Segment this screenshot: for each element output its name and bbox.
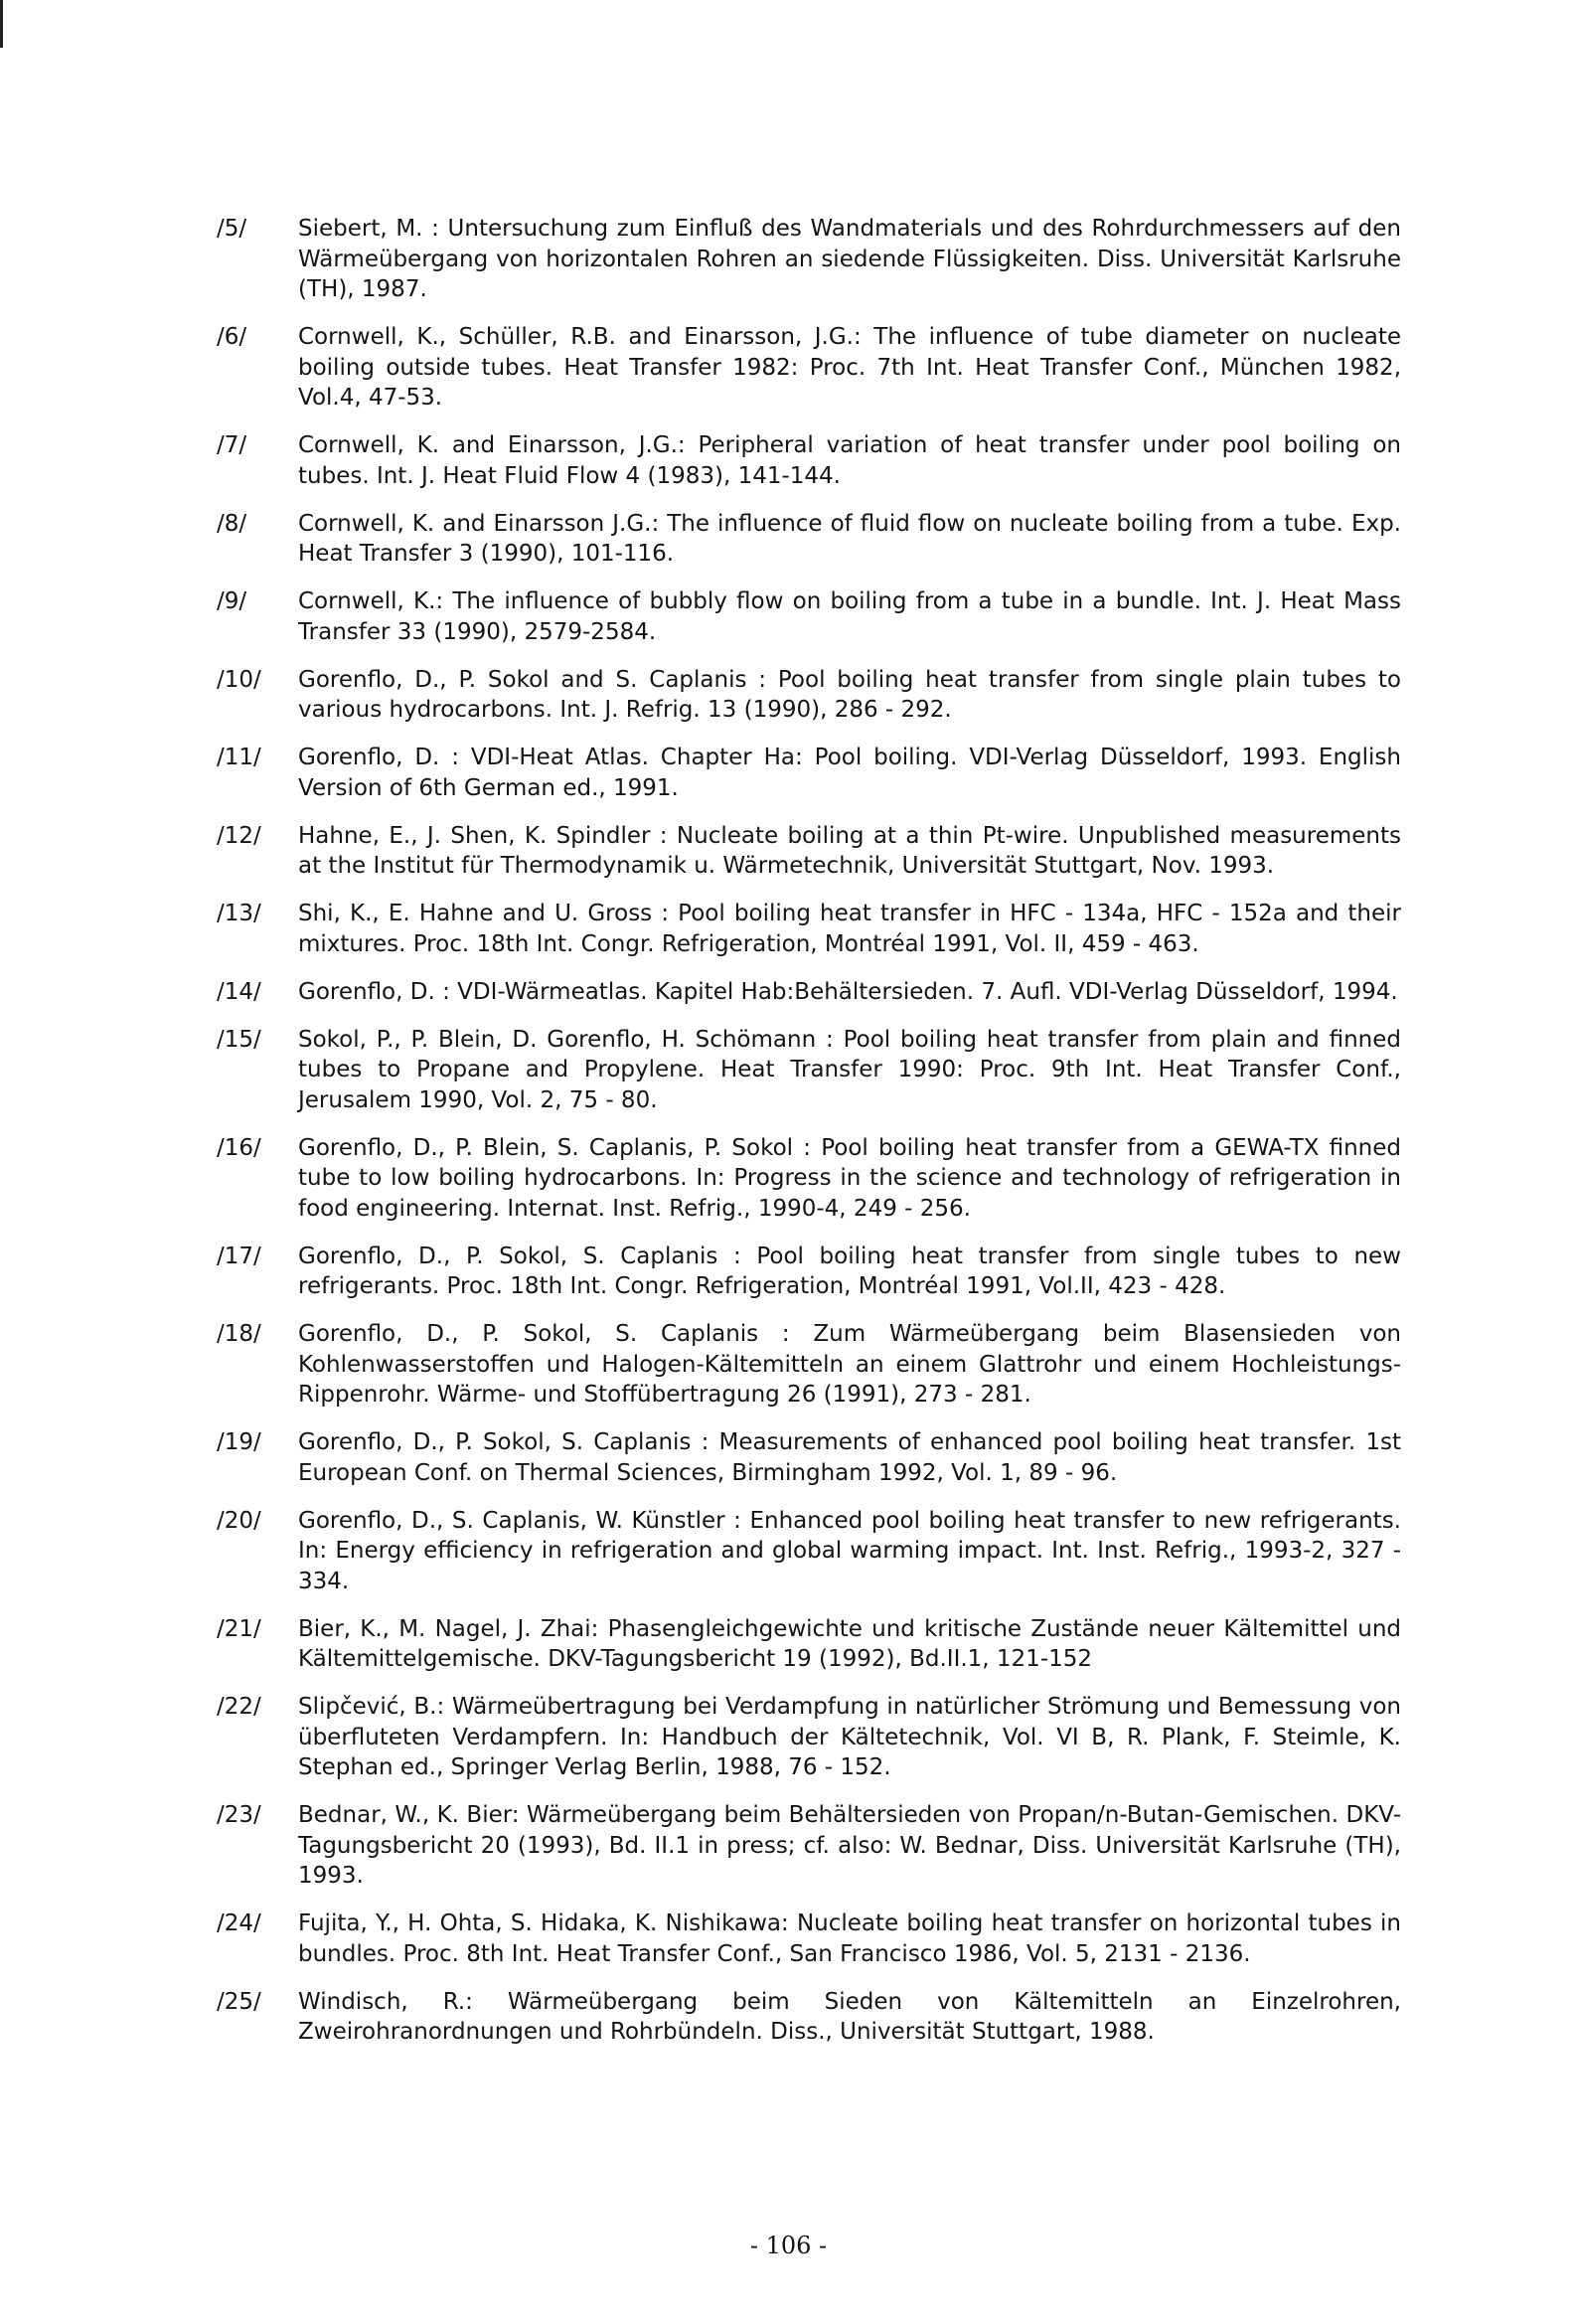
reference-item [217,821,1401,882]
reference-text: Gorenflo, D., P. Sokol, S. Caplanis : Zum Wärmeübergang beim Blasensieden von Kohlenwasserstoffen und Halogen-Kältemitteln an einem Glattrohr und einem Hochleistungs-Rippenrohr. Wärme- und Stoffübertragung 26 (1991), 273 - 281. [298,1321,1401,1408]
reference-number: /22/ [217,1694,261,1720]
reference-number: /15/ [217,1026,261,1053]
reference-item [217,743,1401,803]
reference-text: Bier, K., M. Nagel, J. Zhai: Phasengleichgewichte und kritische Zustände neuer Kältemittel und Kältemittelgemische. DKV-Tagungsbericht 19 (1992), Bd.II.1, 121-152 [298,1615,1401,1672]
reference-item [217,1319,1401,1411]
scan-edge-mark [0,0,3,48]
reference-item [217,322,1401,414]
reference-text: Fujita, Y., H. Ohta, S. Hidaka, K. Nishikawa: Nucleate boiling heat transfer on horizontal tubes in bundles. Proc. 8th Int. Heat Transfer Conf., San Francisco 1986, Vol. 5, 2131 - 2136. [298,1910,1401,1967]
reference-number: /19/ [217,1429,261,1455]
reference-number: /23/ [217,1802,261,1828]
reference-item [217,1800,1401,1892]
reference-number: /21/ [217,1615,261,1642]
reference-number: /24/ [217,1910,261,1936]
reference-item [217,665,1401,726]
reference-number: /13/ [217,901,261,926]
page-number: - 106 - [749,2232,828,2259]
reference-text: Cornwell, K.: The influence of bubbly flow on boiling from a tube in a bundle. Int. J. Heat Mass Transfer 33 (1990), 2579-2584. [298,588,1401,645]
reference-item [217,1133,1401,1225]
reference-item [217,1987,1401,2048]
reference-text: Bednar, W., K. Bier: Wärmeübergang beim Behältersieden von Propan/n-Butan-Gemischen. DKV-Tagungsbericht 20 (1993), Bd. II.1 in press; cf. also: W. Bednar, Diss. Universität Karlsruhe (TH), 1993. [298,1802,1401,1889]
reference-item [217,1427,1401,1488]
reference-item [217,1025,1401,1116]
reference-number: /20/ [217,1507,261,1534]
reference-number: /7/ [217,432,247,458]
reference-text: Gorenflo, D., P. Sokol, S. Caplanis : Measurements of enhanced pool boiling heat transfer. 1st European Conf. on Thermal Sciences, Birmingham 1992, Vol. 1, 89 - 96. [298,1429,1401,1486]
reference-text: Gorenflo, D. : VDI-Heat Atlas. Chapter Ha: Pool boiling. VDI-Verlag Düsseldorf, 1993. English Version of 6th German ed., 1991. [298,745,1401,801]
reference-item [217,1614,1401,1675]
reference-text: Windisch, R.: Wärmeübergang beim Sieden von Kältemitteln an Einzelrohren, Zweirohranordnungen und Rohrbündeln. Diss., Universität Stuttgart, 1988. [298,1988,1401,2045]
reference-item [217,1506,1401,1597]
reference-text: Gorenflo, D., P. Sokol and S. Caplanis : Pool boiling heat transfer from single plain tubes to various hydrocarbons. Int. J. Refrig. 13 (1990), 286 - 292. [298,666,1401,723]
reference-number: /6/ [217,324,247,350]
reference-number: /9/ [217,588,247,614]
reference-text: Gorenflo, D., S. Caplanis, W. Künstler : Enhanced pool boiling heat transfer to new refrigerants. In: Energy efficiency in refrigeration and global warming impact. Int. Inst. Refrig., 1993-2, 327 - 334. [298,1507,1401,1594]
reference-text: Cornwell, K., Schüller, R.B. and Einarsson, J.G.: The influence of tube diameter on nucleate boiling outside tubes. Heat Transfer 1982: Proc. 7th Int. Heat Transfer Conf., München 1982, Vol.4, 47-53. [298,324,1401,411]
reference-text: Gorenflo, D., P. Sokol, S. Caplanis : Pool boiling heat transfer from single tubes to new refrigerants. Proc. 18th Int. Congr. Refrigeration, Montréal 1991, Vol.II, 423 - 428. [298,1243,1401,1299]
reference-number: /5/ [217,216,247,242]
reference-item [217,586,1401,647]
reference-text: Slipčević, B.: Wärmeübertragung bei Verdampfung in natürlicher Strömung und Bemessung von überfluteten Verdampfern. In: Handbuch der Kältetechnik, Vol. VI B, R. Plank, F. Steimle, K. Stephan ed., Springer Verlag Berlin, 1988, 76 - 152. [298,1694,1401,1780]
reference-number: /11/ [217,745,261,770]
reference-number: /17/ [217,1243,261,1269]
reference-item [217,1242,1401,1302]
reference-text: Gorenflo, D., P. Blein, S. Caplanis, P. Sokol : Pool boiling heat transfer from a GEWA-TX finned tube to low boiling hydrocarbons. In: Progress in the science and technology of refrigeration in food engineering. Internat. Inst. Refrig., 1990-4, 249 - 256. [298,1134,1401,1222]
reference-text: Sokol, P., P. Blein, D. Gorenflo, H. Schömann : Pool boiling heat transfer from plain and finned tubes to Propane and Propylene. Heat Transfer 1990: Proc. 9th Int. Heat Transfer Conf., Jerusalem 1990, Vol. 2, 75 - 80. [298,1026,1401,1113]
reference-text: Cornwell, K. and Einarsson J.G.: The influence of fluid flow on nucleate boiling from a tube. Exp. Heat Transfer 3 (1990), 101-116. [298,510,1401,567]
reference-number: /12/ [217,822,261,849]
reference-item [217,509,1401,570]
reference-number: /25/ [217,1988,261,2015]
reference-text: Hahne, E., J. Shen, K. Spindler : Nucleate boiling at a thin Pt-wire. Unpublished measurements at the Institut für Thermodynamik u. Wärmetechnik, Universität Stuttgart, Nov. 1993. [298,822,1401,879]
reference-text: Cornwell, K. and Einarsson, J.G.: Peripheral variation of heat transfer under pool boiling on tubes. Int. J. Heat Fluid Flow 4 (1983), 141-144. [298,432,1401,489]
reference-number: /14/ [217,978,261,1005]
reference-item [217,1692,1401,1783]
reference-number: /18/ [217,1321,261,1347]
reference-item [217,430,1401,491]
reference-number: /10/ [217,666,261,693]
reference-item [217,1909,1401,1969]
reference-item [217,899,1401,959]
reference-item [217,214,1401,305]
reference-text: Siebert, M. : Untersuchung zum Einfluß des Wandmaterials und des Rohrdurchmessers auf den Wärmeübergang von horizontalen Rohren an siedende Flüssigkeiten. Diss. Universität Karlsruhe (TH), 1987. [298,216,1401,302]
reference-item [217,977,1401,1008]
reference-number: /8/ [217,510,247,537]
reference-text: Shi, K., E. Hahne and U. Gross : Pool boiling heat transfer in HFC - 134a, HFC - 152a and their mixtures. Proc. 18th Int. Congr. Refrigeration, Montréal 1991, Vol. II, 459 - 463. [298,901,1401,957]
reference-text: Gorenflo, D. : VDI-Wärmeatlas. Kapitel Hab:Behältersieden. 7. Aufl. VDI-Verlag Düsseldorf, 1994. [298,978,1398,1005]
reference-number: /16/ [217,1134,261,1161]
reference-list [217,214,1401,2065]
